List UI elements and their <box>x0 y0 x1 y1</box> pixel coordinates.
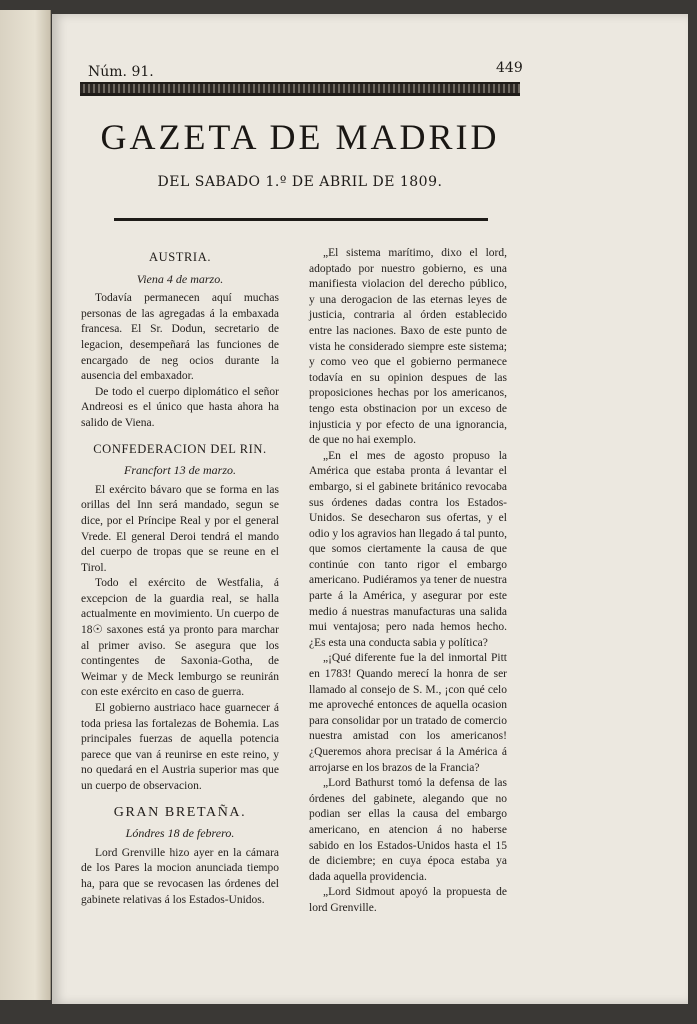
issue-date: DEL SABADO 1.º DE ABRIL DE 1809. <box>157 174 443 190</box>
section-heading-gran-bretana: GRAN BRETAÑA. <box>113 804 247 820</box>
divider-rule <box>114 218 488 221</box>
article-paragraph: El exército bávaro que se forma en las orillas del Inn será mandado, segun se dice, por el Príncipe Real y por el general Vrede. El general Deroi tendrá el mando del cuerpo de tropas que se reune en el Tirol. <box>81 483 279 574</box>
facing-page-edge <box>0 10 51 1000</box>
article-paragraph: „El sistema marítimo, dixo el lord, adoptado por nuestro gobierno, es una manifiesta violacion del derecho público, y una derogacion de las eternas leyes de justicia, contraria al órden establecido entre las naciones. Baxo de este punto de vista he considerado siempre este sistema; y como veo que el gobierno permanece todavía en su opinion despues de las proposiciones hechas por los americanos, tengo esta obstinacion por un exceso de injusticia y por efecto de una ignorancia, de que no hai exemplo. <box>309 247 507 447</box>
article-paragraph: „Lord Sidmout apoyó la propuesta de lord Grenville. <box>309 886 507 914</box>
article-paragraph: „En el mes de agosto propuso la América que estaba pronta á levantar el embargo, si el gabinete británico revocaba sus órdenes dadas contra los Estados-Unidos. Se desecharon sus ofertas, y el odio y los agravios han llegado á tal punto, que somos ciertamente la causa de que continúe con tanto rigor el embargo americano. Pudiéramos ya tener de nuestra parte á la América, y asegurar por este medio á nuestras manufacturas una salida mui ventajosa; pero nada hemos hecho. ¿Es esta una conducta sabia y política? <box>309 449 507 649</box>
ornamental-rule <box>80 82 520 96</box>
article-paragraph: De todo el cuerpo diplomático el señor Andreosi es el único que hasta ahora ha salido de Viena. <box>81 385 279 429</box>
article-paragraph: „Lord Bathurst tomó la defensa de las órdenes del gabinete, alegando que no podian ser ellas la causa del embargo americano, en atencion á no haberse sabido en los Estados-Unidos hasta el 15 de diciembre; en cuya época estaba ya dada aquella providencia. <box>309 777 507 883</box>
dateline-francfort: Francfort 13 de marzo. <box>124 463 236 478</box>
section-heading-confederacion: CONFEDERACION DEL RIN. <box>93 441 267 456</box>
page-number: 449 <box>496 60 523 76</box>
dateline-viena: Viena 4 de marzo. <box>136 271 224 286</box>
article-paragraph: El gobierno austriaco hace guarnecer á toda priesa las fortalezas de Bohemia. Las principales fuerzas de aquella potencia parece que van á reunirse en este reino, y no quedará en el Austria superior mas que un cuerpo de observacion. <box>81 702 279 792</box>
masthead-title: GAZETA DE MADRID <box>100 117 500 157</box>
article-paragraph: Lord Grenville hizo ayer en la cámara de los Pares la mocion anunciada tiempo ha, para que se revocasen las órdenes del gabinete relativas á los Estados-Unidos. <box>81 846 279 906</box>
article-paragraph: Todavía permanecen aquí muchas personas de las agregadas á la embaxada francesa. El Sr. Dodun, secretario de legacion, desempeñará las funciones de encargado de neg ocios durante la ausencia del embaxador. <box>81 292 279 383</box>
section-heading-austria: AUSTRIA. <box>148 250 212 264</box>
right-column <box>309 246 507 917</box>
article-paragraph: „¡Qué diferente fue la del inmortal Pitt en 1783! Quando merecí la honra de ser llamado al consejo de S. M., ¡con qué celo me aproveché entonces de aquella ocasion para consolidar por un tratado de comercio nuestra amistad con los americanos! ¿Queremos ahora precisar á la América á arrojarse en los brazos de la Francia? <box>309 652 507 774</box>
dateline-londres: Lóndres 18 de febrero. <box>125 826 235 841</box>
left-column <box>81 246 279 908</box>
article-paragraph: Todo el exército de Westfalia, á excepcion de la guardia real, se halla actualmente en movimiento. Un cuerpo de 18☉ saxones está ya pronto para marchar al primer aviso. Se asegura que los contingentes de Saxonia-Gotha, de Weimar y de Meck lemburgo se reunirán con este exército en caso de guerra. <box>81 577 279 699</box>
issue-number: Núm. 91. <box>88 64 154 80</box>
